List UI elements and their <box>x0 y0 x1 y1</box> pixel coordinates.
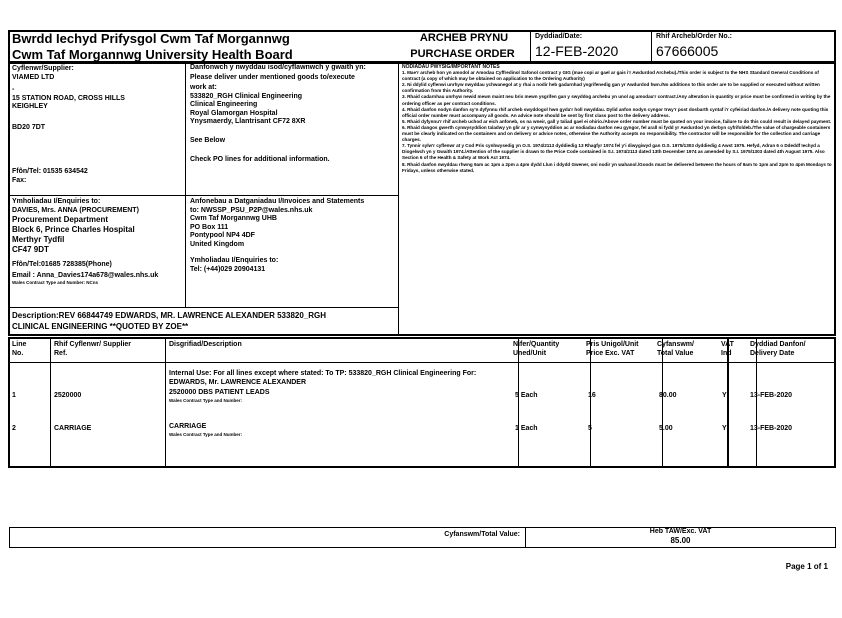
delivery-section: Danfonwch y nwyddau isod/cyflawnwch y gwaith yn: Please deliver under mentioned goods to/execute work at: 533820_RGH Clinical Engineering Clinical Engineering Royal Glamorgan Hospital Ynysmaerdy, Llantrisant CF72 8XR See Below Check PO lines for additional information. <box>190 64 395 165</box>
order-number-label: Rhif Archeb/Order No.: <box>656 33 732 40</box>
note-item: 8. Rhaid danfon nwyddau rhwng 9am ac 1pm a 2pm a 4pm dydd Llun i ddydd Gwener, oni nodir yn wahanol./Goods must be delivered between the hours of 9am to 1pm and 2pm to 4pm Mondays to Fridays, unless otherwise stated. <box>402 161 832 173</box>
supplier-label: Cyflenwr/Supplier: <box>12 65 74 72</box>
enquiries-email[interactable]: Email : Anna_Davies174a678@wales.nhs.uk <box>12 271 159 279</box>
supplier-fax: Fax: <box>12 176 27 184</box>
important-notes <box>402 64 832 174</box>
supplier-address-1: 15 STATION ROAD, CROSS HILLS <box>12 94 125 102</box>
invoices-phone: Tel: (+44)029 20904131 <box>190 265 266 273</box>
total-value-label: Cyfanswm/Total Value: <box>444 531 520 538</box>
doc-title-welsh: ARCHEB PRYNU <box>419 32 509 44</box>
delivery-line-2: Clinical Engineering <box>190 101 258 108</box>
delivery-line-4: Ynysmaerdy, Llantrisant CF72 8XR <box>190 118 306 125</box>
note-item: 2. Ni ddylid cyflenwi unrhyw nwyddau ychwanegol at y rhai a nodir heb gadarnhad ysgrifenedig gan yr Awdurdod hwn./No additions to this order are to be supplied or executed without written confirmation from this Authority. <box>402 82 820 94</box>
invoices-section: Anfonebau a Datganiadau I/Invoices and Statements to: NWSSP_PSU_P2P@wales.nhs.uk Cwm Taf Morgannwg UHB PO Box 111 Pontypool NP4 4DF United Kingdom Ymholiadau I/Enquiries to: Tel: (+44)029 20904131 <box>190 198 395 274</box>
see-below: See Below <box>190 136 226 144</box>
invoices-email[interactable]: to: NWSSP_PSU_P2P@wales.nhs.uk <box>190 206 313 214</box>
supplier-section: Cyflenwr/Supplier: VIAMED LTD - 15 STATION ROAD, CROSS HILLS KEIGHLEY BD20 7DT Ffôn/Tel: 01535 634542 Fax: <box>12 65 182 185</box>
order-lines-table <box>8 337 836 468</box>
note-item: 4. Rhaid danfon nodyn danfon sy'n dyfynnu rhif archeb swyddogol hwn gyda'r holl nwyddau. Dylid anfon nodyn cyngor trwy'r post dosbarth cyntaf i'r cyfeiriad danfon./A delivery note quoting this official order number must accompany all goods. An advice note should be sent by first class post to the delivery address. <box>402 106 829 118</box>
date-label: Dyddiad/Date: <box>535 33 583 40</box>
org-name-welsh: Bwrdd Iechyd Prifysgol Cwm Taf Morgannwg <box>12 31 290 46</box>
exc-vat-label: Heb TAW/Exc. VAT <box>649 528 712 535</box>
supplier-address-2: KEIGHLEY <box>12 103 48 110</box>
org-name-english: Cwm Taf Morgannwg University Health Board <box>12 47 293 62</box>
col-header-vat: VAT Ind <box>721 341 734 357</box>
supplier-phone: Ffôn/Tel: 01535 634542 <box>12 168 88 175</box>
order-number-value: 67666005 <box>656 43 719 59</box>
page-number: Page 1 of 1 <box>785 562 828 571</box>
order-description: Description:REV 66844749 EDWARDS, MR. LAWRENCE ALEXANDER 533820_RGH CLINICAL ENGINEERING **QUOTED BY ZOE** <box>12 311 327 331</box>
enquiries-name: DAVIES, Mrs. ANNA (PROCUREMENT) <box>12 206 139 214</box>
col-header-description: Disgrifiad/Description <box>169 341 242 348</box>
enquiries-phone: Ffôn/Tel:01685 728385(Phone) <box>12 261 112 268</box>
col-header-ref: Rhif Cyflenwr/ Supplier Ref. <box>54 341 132 357</box>
date-value: 12-FEB-2020 <box>535 43 619 59</box>
total-value: 85.00 <box>670 536 691 545</box>
supplier-postcode: BD20 7DT <box>12 123 46 131</box>
note-item: 7. Tynnir sylw'r cyflenwr at y Cod Pris cynhwysedig yn O.S. 1974/2113 dyddiedig 13 Rhagfyr 1974 fel y'i diwygiwyd gan O.S. 1975/1303 dyddiedig 4 Awst 1975. Hefyd, Adran 6 o Ddeddf Iechyd a Diogelwch yn y Gwaith 1974./Attention of the supplier is drawn to the Price Code contained in S.I. 1974/2113 dated 13th December 1974 as amended by S.I. 1975/1303 dated 4th August 1975. Also Section 6 of the Health & Safety at Work Act 1974. <box>402 143 825 161</box>
col-header-price: Pris Unigol/Unit Price Exc. VAT <box>586 341 639 357</box>
supplier-name: VIAMED LTD <box>12 73 55 81</box>
note-item: 5. Rhaid dyfynnu'r rhif archeb uchod ar eich anfoneb, os na wneir, gall y taliad gael ei ohirio./Above order number must be quoted on your invoice, failure to do this could result in delayed payment. <box>402 118 832 124</box>
col-header-delivery-date: Dyddiad Danfon/ Delivery Date <box>750 341 806 357</box>
col-header-line: Line No. <box>12 341 27 357</box>
notes-title: NODIADAU PWYSIG/IMPORTANT NOTES <box>402 64 500 70</box>
delivery-line-3: Royal Glamorgan Hospital <box>190 109 278 117</box>
doc-title-english: PURCHASE ORDER <box>410 48 515 60</box>
note-item: 1. Mae'r archeb hon yn amodol ar Amodau Cyffredinol Safonol contract y GIG (mae copi ar gael ar gais i'r Awdurdod Archebu)./This order is subject to the NHS Standard General Conditions of contract (a copy of which may be obtained on application to the Ordering Authority) <box>402 70 819 82</box>
enquiries-section: Ymholiadau I/Enquiries to: DAVIES, Mrs. ANNA (PROCUREMENT) Procurement Department Block 6, Prince Charles Hospital Merthyr Tydfil CF47 9DT Ffôn/Tel:01685 728385(Phone) Email : Anna_Davies174a678@wales.nhs.uk Wales Contract Type and Number: NCns <box>12 198 184 286</box>
col-header-quantity: Nifer/Quantity Uned/Unit <box>513 341 560 357</box>
note-item: 6. Rhaid dangos gwerth cynwysyddion taladwy yn glir ar y cynwysyddion ac ar nodiadau danfon neu gyngor, fel arall ni fydd yr Awdurdod yn derbyn cyfrifoldeb./The value of chargeable containers must be clearly indicated on the containers and on delivery or advice notes, otherwise the Authority accepts no responsibility. The contractor will be responsible for the collection and carriage charges. <box>402 124 831 143</box>
internal-use-note: Internal Use: For all lines except where stated: To TP: 533820_RGH Clinical Engineering For: EDWARDS, Mr. LAWRENCE ALEXANDER <box>169 370 477 386</box>
note-item: 3. Rhaid cadarnhau unrhyw newid mewn maint neu bris mewn ysgrifen gan y swyddog archebu yn unol ag amodau'r contract./Any alteration in quantity or price must be confirmed in writing by the ordering officer as per contract conditions. <box>402 94 831 106</box>
delivery-line-1: 533820_RGH Clinical Engineering <box>190 92 303 100</box>
col-header-total: Cyfanswm/ Total Value <box>657 341 694 357</box>
check-po-lines: Check PO lines for additional information. <box>190 156 330 163</box>
